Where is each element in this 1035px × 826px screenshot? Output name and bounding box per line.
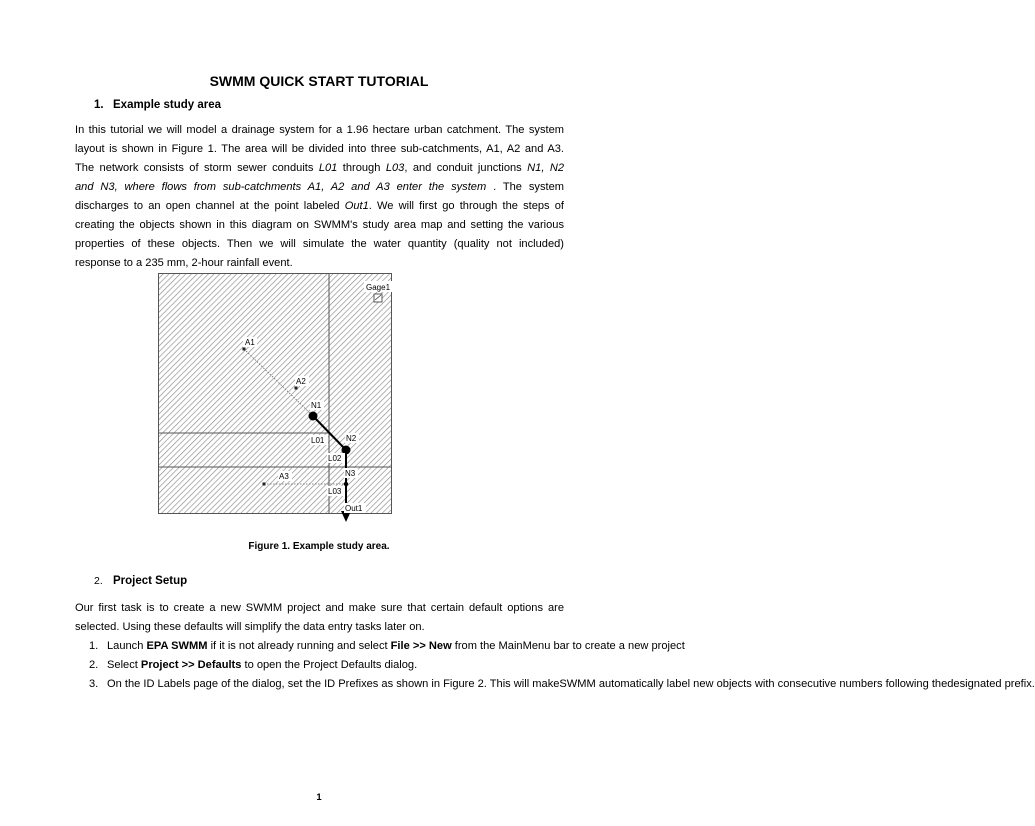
label-l01: L01 bbox=[311, 436, 325, 445]
section-2-number: 2. bbox=[94, 575, 103, 587]
label-n3: N3 bbox=[345, 469, 356, 478]
text-line: layout is shown in Figure 1. The area will be divided into three sub-catchments, A1, A2 and A3. bbox=[75, 143, 564, 155]
text-line: Select Project >> Defaults to open the Project Defaults dialog. bbox=[107, 659, 418, 671]
text-line: SWMM automatically label new objects with consecutive numbers following the bbox=[559, 678, 948, 690]
page-number: 1 bbox=[316, 792, 322, 803]
a1-centroid bbox=[243, 348, 246, 351]
bold-term: EPA SWMM bbox=[146, 640, 208, 652]
text-line: On the ID Labels page of the dialog, set the ID Prefixes as shown in Figure 2. This will make bbox=[107, 678, 560, 690]
a2-centroid bbox=[295, 387, 298, 390]
label-a1: A1 bbox=[245, 338, 255, 347]
list-item bbox=[85, 675, 1035, 694]
text-line: properties of these objects. Then we will simulate the water quantity (quality not included) bbox=[75, 238, 564, 250]
text-line: and N3, where flows from sub-catchments A1, A2 and A3 enter the system . The system bbox=[75, 181, 564, 193]
section-2-heading bbox=[94, 575, 187, 587]
text-line: Launch EPA SWMM if it is not already running and select File >> New from the Main bbox=[107, 640, 523, 652]
italic-term: Out1 bbox=[344, 200, 369, 212]
list-item-number: 2. bbox=[89, 659, 99, 671]
italic-term: N1, N2 bbox=[527, 162, 564, 174]
label-a2: A2 bbox=[296, 377, 306, 386]
page-title: SWMM QUICK START TUTORIAL bbox=[209, 73, 429, 89]
label-l03: L03 bbox=[328, 487, 342, 496]
text-line: response to a 235 mm, 2-hour rainfall event. bbox=[75, 257, 293, 269]
junction-n3 bbox=[344, 482, 348, 486]
label-a3: A3 bbox=[279, 472, 289, 481]
junction-n1 bbox=[309, 412, 318, 421]
figure-caption: Figure 1. Example study area. bbox=[248, 541, 390, 552]
text-line: creating the objects shown in this diagram on SWMM's study area map and setting the various bbox=[75, 219, 564, 231]
text-line: selected. Using these defaults will simplify the data entry tasks later on. bbox=[75, 621, 425, 633]
section-2-title: Project Setup bbox=[113, 575, 188, 587]
label-n2: N2 bbox=[346, 434, 357, 443]
text-line: Menu bar to create a new project bbox=[522, 640, 685, 652]
bold-term: Project >> Defaults bbox=[140, 659, 242, 671]
setup-steps-list bbox=[85, 637, 1035, 694]
text-line: The network consists of storm sewer conduits L01 through L03, and conduit junctions N1, N2 bbox=[75, 162, 564, 174]
study-area-figure bbox=[158, 273, 394, 523]
text-line: discharges to an open channel at the point labeled Out1. We will first go through the steps of bbox=[75, 200, 564, 212]
list-item bbox=[85, 656, 565, 675]
label-out1: Out1 bbox=[345, 504, 363, 513]
text-line: Our first task is to create a new SWMM project and make sure that certain default options are bbox=[75, 602, 564, 614]
a3-centroid bbox=[263, 483, 266, 486]
text-line: In this tutorial we will model a drainage system for a 1.96 hectare urban catchment. The system bbox=[75, 124, 564, 136]
gage-label: Gage1 bbox=[366, 283, 391, 292]
text-line: designated prefix. bbox=[947, 678, 1035, 690]
section-1-paragraph bbox=[75, 121, 564, 273]
label-n1: N1 bbox=[311, 401, 322, 410]
list-item-number: 3. bbox=[89, 678, 99, 690]
bold-term: File >> New bbox=[390, 640, 452, 652]
section-1-number: 1. bbox=[94, 99, 104, 111]
italic-term: L03 bbox=[385, 162, 405, 174]
section-1-heading bbox=[94, 99, 221, 111]
list-item bbox=[85, 637, 685, 656]
italic-term: and N3, where flows from sub-catchments A1, A2 and A3 enter the system bbox=[75, 181, 487, 193]
section-2-paragraph bbox=[75, 599, 564, 637]
list-item-number: 1. bbox=[89, 640, 99, 652]
label-l02: L02 bbox=[328, 454, 342, 463]
italic-term: L01 bbox=[318, 162, 338, 174]
section-1-title: Example study area bbox=[113, 99, 222, 111]
